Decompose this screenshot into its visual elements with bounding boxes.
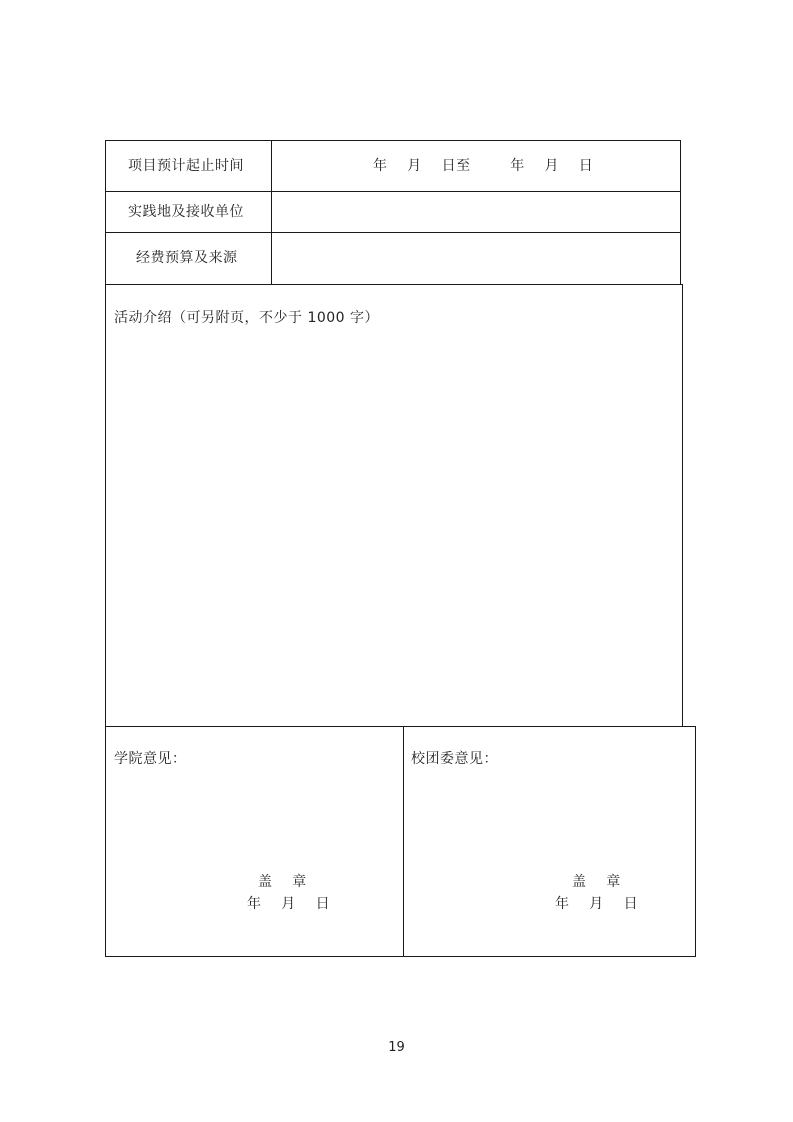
league-seal-label: 盖 章 [572, 874, 621, 890]
project-period-label: 项目预计起止时间 [128, 158, 244, 174]
budget-source-label: 经费预算及来源 [136, 250, 238, 266]
league-date-label: 年 月 日 [555, 896, 639, 912]
college-date-label: 年 月 日 [247, 896, 331, 912]
activity-intro-box [105, 284, 683, 727]
row-budget-value-cell [271, 232, 681, 285]
college-opinion-label: 学院意见： [114, 751, 187, 767]
practice-location-label: 实践地及接收单位 [128, 204, 244, 220]
college-seal-label: 盖 章 [258, 874, 307, 890]
page-number: 19 [388, 1040, 405, 1055]
league-opinion-label: 校团委意见： [411, 751, 498, 767]
project-period-value: 年 月 日至 年 月 日 [373, 158, 594, 174]
activity-intro-label: 活动介绍（可另附页，不少于 1000 字） [114, 310, 380, 326]
row-location-value-cell [271, 191, 681, 233]
